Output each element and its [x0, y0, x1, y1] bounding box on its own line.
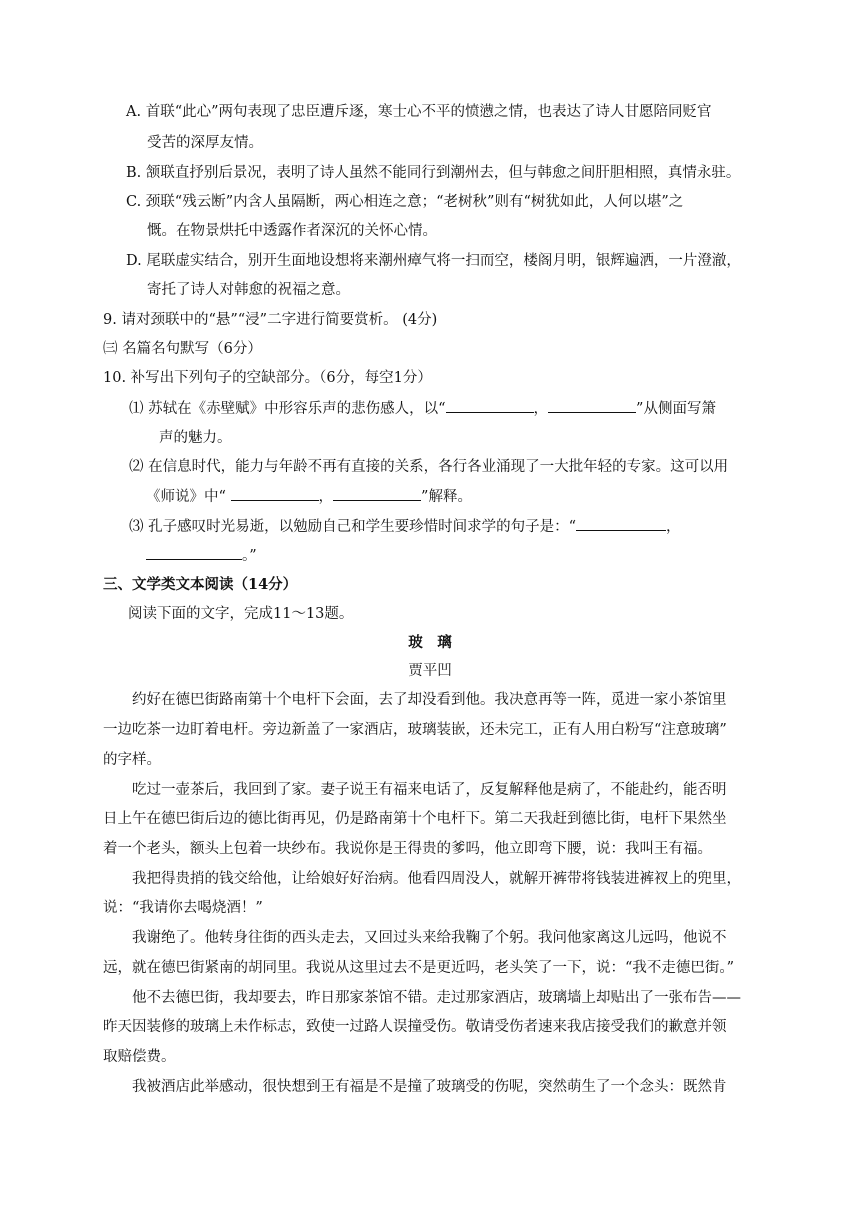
choice-a-line2: 受苦的深厚友情。	[147, 135, 263, 151]
article-line: 我被酒店此举感动，很快想到王有福是不是撞了玻璃受的伤呢，突然萌生了一个念头：既然肯	[132, 1079, 727, 1095]
article-line: 远，就在德巴街紧南的胡同里。我说从这里过去不是更近吗，老头笑了一下，说：“我不走德巴街。”	[103, 960, 735, 976]
fill-blank-3[interactable]	[231, 486, 319, 501]
fill-blank-4[interactable]	[333, 486, 421, 501]
article-line: 我把得贵捎的钱交给他，让给娘好好治病。他看四周没人，就解开裤带将钱装进裤衩上的兜里，	[132, 871, 741, 887]
article-line: 他不去德巴街，我却要去，昨日那家茶馆不错。走过那家酒店，玻璃墙上却贴出了一张布告——	[132, 990, 741, 1006]
article-line: 日上午在德巴街后边的德比街再见，仍是路南第十个电杆下。第二天我赶到德比街，电杆下果然坐	[103, 811, 727, 827]
choice-c-line1: C. 颈联“残云断”内含人虽隔断，两心相连之意；“老树秋”则有“树犹如此，人何以堪”之	[126, 194, 684, 210]
choice-b-line1: B. 颔联直抒别后景况，表明了诗人虽然不能同行到潮州去，但与韩愈之间肝胆相照，真情永驻。	[126, 165, 741, 181]
q10-item2-suffix: ”解释。	[421, 489, 472, 505]
q10-item3-line2	[146, 545, 257, 566]
q10-item3-line1	[129, 516, 681, 537]
section-famous-lines: ㈢ 名篇名句默写（6分）	[103, 341, 262, 357]
article-line: 约好在德巴街路南第十个电杆下会面，去了却没看到他。我决意再等一阵，觅进一家小茶馆里	[132, 692, 727, 708]
q10-item1-prefix: ⑴ 苏轼在《赤壁赋》中形容乐声的悲伤感人，以“	[129, 401, 446, 417]
question-10-title: 10. 补写出下列句子的空缺部分。（6分，每空1分）	[103, 370, 432, 386]
article-line: 吃过一壶茶后，我回到了家。妻子说王有福来电话了，反复解释他是病了，不能赴约，能否明	[132, 782, 727, 798]
section-3-title: 三、文学类文本阅读（14分）	[103, 576, 298, 593]
choice-c-line2: 慨。在物景烘托中透露作者深沉的关怀心情。	[147, 223, 437, 239]
q10-item2-line1: ⑵ 在信息时代，能力与年龄不再有直接的关系，各行各业涌现了一大批年轻的专家。这可以用	[129, 459, 729, 475]
article-line: 昨天因装修的玻璃上未作标志，致使一过路人误撞受伤。敬请受伤者速来我店接受我们的歉意并领	[103, 1019, 727, 1035]
q10-item2-sep: ，	[318, 489, 334, 505]
choice-d-line1: D. 尾联虚实结合，别开生面地设想将来潮州瘴气将一扫而空，楼阁月明，银辉遍洒，一片澄澈，	[126, 253, 741, 269]
article-line: 着一个老头，额头上包着一块纱布。我说你是王得贵的爹吗，他立即弯下腰，说：我叫王有福。	[103, 841, 712, 857]
article-line: 的字样。	[103, 752, 161, 768]
q10-item3-suffix: 。”	[242, 548, 257, 564]
q10-item1-line2: 声的魅力。	[159, 430, 232, 446]
fill-blank-2[interactable]	[548, 398, 636, 413]
article-line: 说：“我请你去喝烧酒！”	[103, 900, 263, 916]
article-line: 我谢绝了。他转身往街的西头走去，又回过头来给我鞠了个躬。我问他家离这儿远吗，他说不	[132, 930, 727, 946]
question-9: 9. 请对颈联中的“悬”“浸”二字进行简要赏析。 (4分)	[103, 312, 438, 328]
fill-blank-5[interactable]	[576, 516, 666, 531]
q10-item1-suffix: ”从侧面写箫	[636, 401, 716, 417]
reading-instruction: 阅读下面的文字，完成11～13题。	[128, 606, 354, 622]
article-title: 玻 璃	[408, 634, 452, 651]
q10-item1-sep: ，	[533, 401, 549, 417]
q10-item3-prefix: ⑶ 孔子感叹时光易逝，以勉励自己和学生要珍惜时间求学的句子是：“	[129, 519, 577, 535]
q10-item1-line1	[129, 398, 716, 419]
fill-blank-6[interactable]	[146, 545, 242, 560]
q10-item2-prefix: 《师说》中“	[146, 489, 231, 505]
article-line: 一边吃茶一边盯着电杆。旁边新盖了一家酒店，玻璃装嵌，还未完工，正有人用白粉写“注意玻璃”	[103, 722, 727, 738]
q10-item2-line2	[146, 486, 472, 507]
q10-item3-sep: ，	[666, 519, 681, 535]
choice-d-line2: 寄托了诗人对韩愈的祝福之意。	[147, 282, 350, 298]
fill-blank-1[interactable]	[446, 398, 534, 413]
choice-a-line1: A. 首联“此心”两句表现了忠臣遭斥逐，寒士心不平的愤懑之情，也表达了诗人甘愿陪同贬官	[126, 104, 712, 120]
article-author: 贾平凹	[408, 663, 452, 679]
article-line: 取赔偿费。	[103, 1049, 176, 1065]
